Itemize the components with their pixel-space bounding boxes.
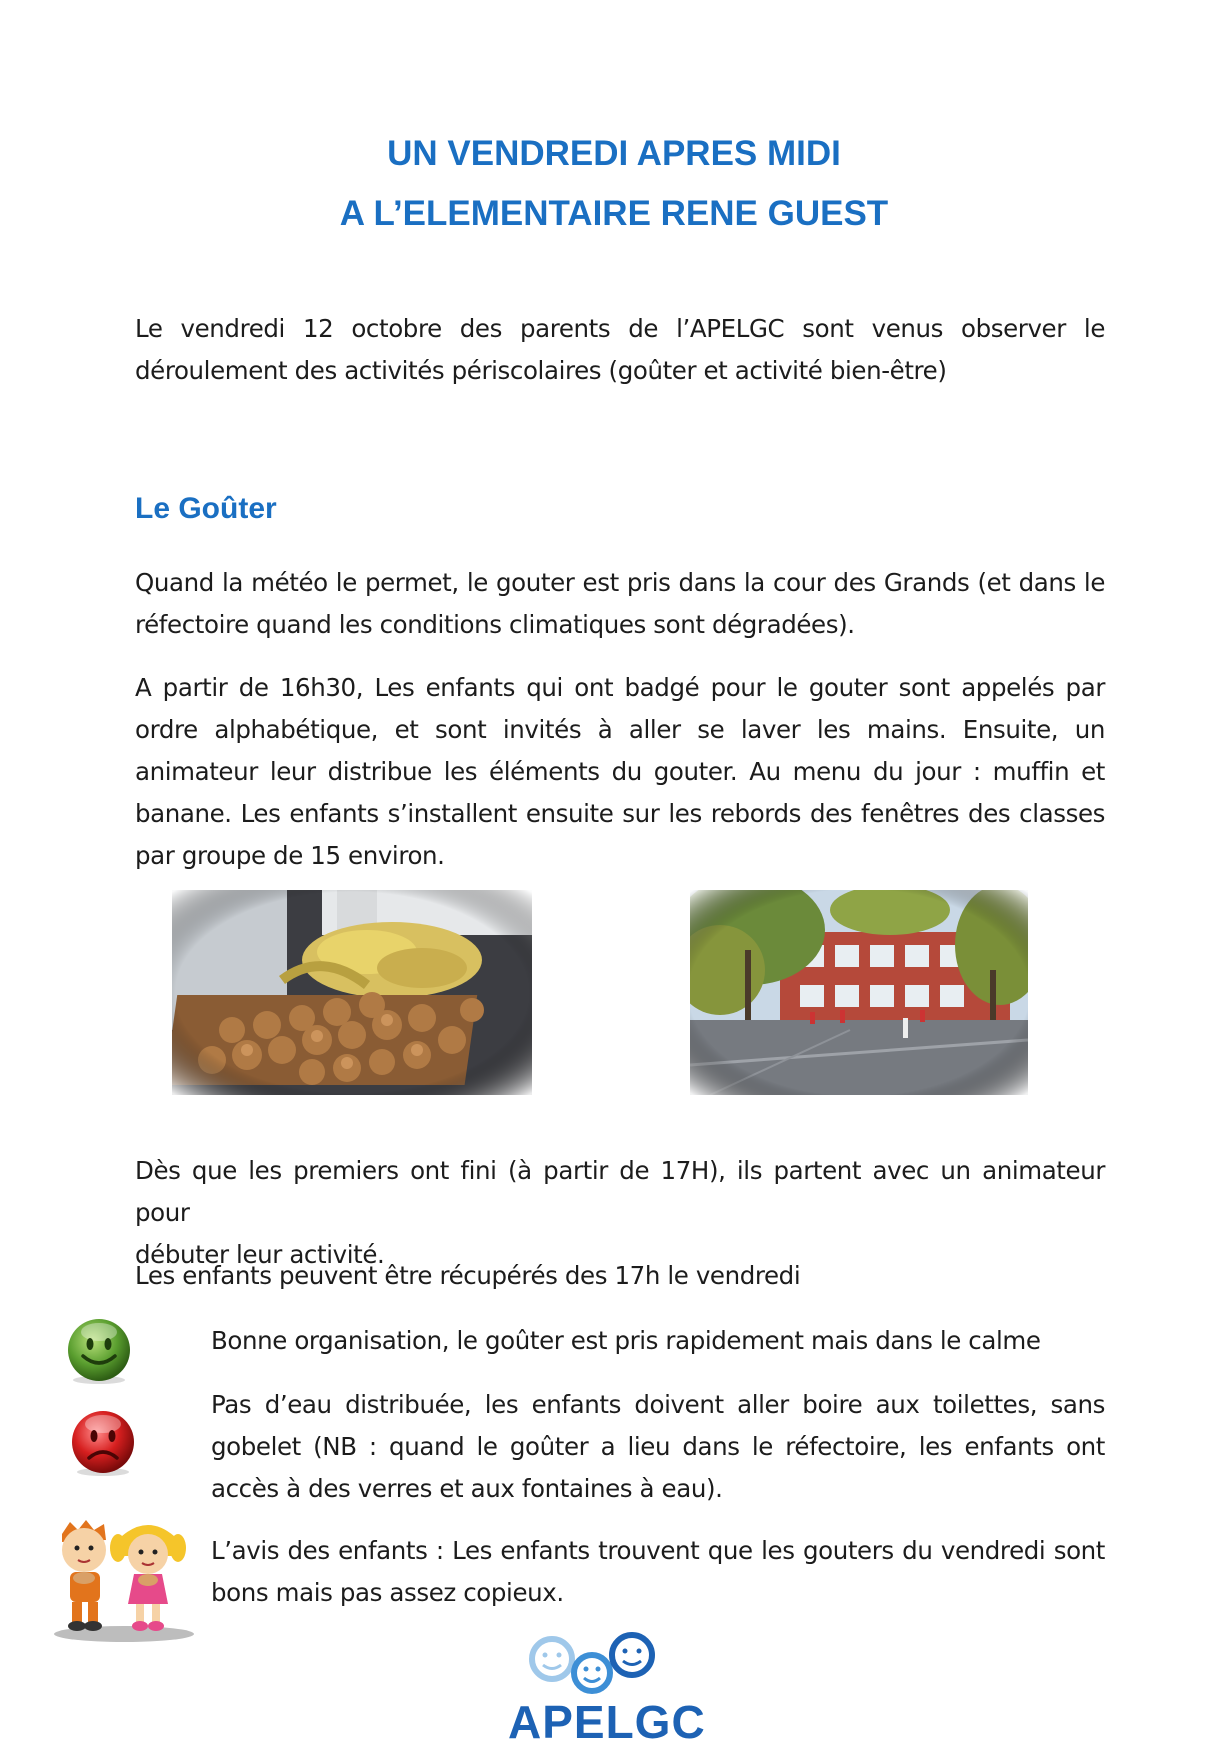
courtyard-photo: [690, 890, 1028, 1095]
apelgc-logo: [508, 1625, 706, 1751]
section-heading: Le Goûter: [135, 492, 277, 525]
logo-text: APELGC: [508, 1696, 706, 1748]
paragraph-deroulement-line-1: A partir de 16h30, Les enfants qui ont badgé pour le gouter sont appelés par: [135, 673, 1105, 702]
page-title-line-1: UN VENDREDI APRES MIDI: [387, 134, 841, 173]
paragraph-deroulement-line-5: par groupe de 15 environ.: [135, 841, 445, 870]
paragraph-deroulement-line-2: ordre alphabétique, et sont invités à aller se laver les mains. Ensuite, un: [135, 715, 1105, 744]
paragraph-meteo-line-2: réfectoire quand les conditions climatiques sont dégradées).: [135, 610, 855, 639]
sad-smiley-icon: [68, 1408, 138, 1482]
children-eating-icon: [48, 1516, 200, 1648]
paragraph-meteo: [135, 562, 1105, 646]
paragraph-activite-line-2: débuter leur activité.: [135, 1240, 385, 1269]
children-feedback: [211, 1530, 1105, 1614]
negative-feedback: [211, 1384, 1105, 1510]
intro-paragraph: [135, 308, 1105, 392]
page-title-line-2: A L’ELEMENTAIRE RENE GUEST: [339, 194, 889, 233]
snack-photo: [172, 890, 532, 1095]
paragraph-recuperation-line: Les enfants peuvent être récupérés des 17h le vendredi: [135, 1261, 801, 1290]
positive-feedback: [211, 1320, 1105, 1362]
logo-faces-icon: [508, 1625, 688, 1705]
positive-feedback-text: Bonne organisation, le goûter est pris rapidement mais dans le calme: [211, 1326, 1041, 1355]
happy-smiley-icon: [64, 1316, 134, 1390]
paragraph-recuperation: [135, 1255, 1105, 1297]
children-feedback-line-2: bons mais pas assez copieux.: [211, 1578, 564, 1607]
paragraph-deroulement: [135, 667, 1105, 877]
negative-feedback-line-3: accès à des verres et aux fontaines à eau).: [211, 1474, 723, 1503]
intro-line-2: déroulement des activités périscolaires (goûter et activité bien-être): [135, 356, 947, 385]
paragraph-deroulement-line-3: animateur leur distribue les éléments du gouter. Au menu du jour : muffin et: [135, 757, 1105, 786]
negative-feedback-line-1: Pas d’eau distribuée, les enfants doivent aller boire aux toilettes, sans: [211, 1390, 1105, 1419]
children-feedback-line-1: L’avis des enfants : Les enfants trouvent que les gouters du vendredi sont: [211, 1536, 1105, 1565]
intro-line-1: Le vendredi 12 octobre des parents de l’APELGC sont venus observer le: [135, 314, 1105, 343]
paragraph-deroulement-line-4: banane. Les enfants s’installent ensuite sur les rebords des fenêtres des classes: [135, 799, 1105, 828]
paragraph-activite-line-1: Dès que les premiers ont fini (à partir de 17H), ils partent avec un animateur pour: [135, 1156, 1105, 1227]
negative-feedback-line-2: gobelet (NB : quand le goûter a lieu dans le réfectoire, les enfants ont: [211, 1432, 1105, 1461]
paragraph-meteo-line-1: Quand la météo le permet, le gouter est pris dans la cour des Grands (et dans le: [135, 568, 1105, 597]
